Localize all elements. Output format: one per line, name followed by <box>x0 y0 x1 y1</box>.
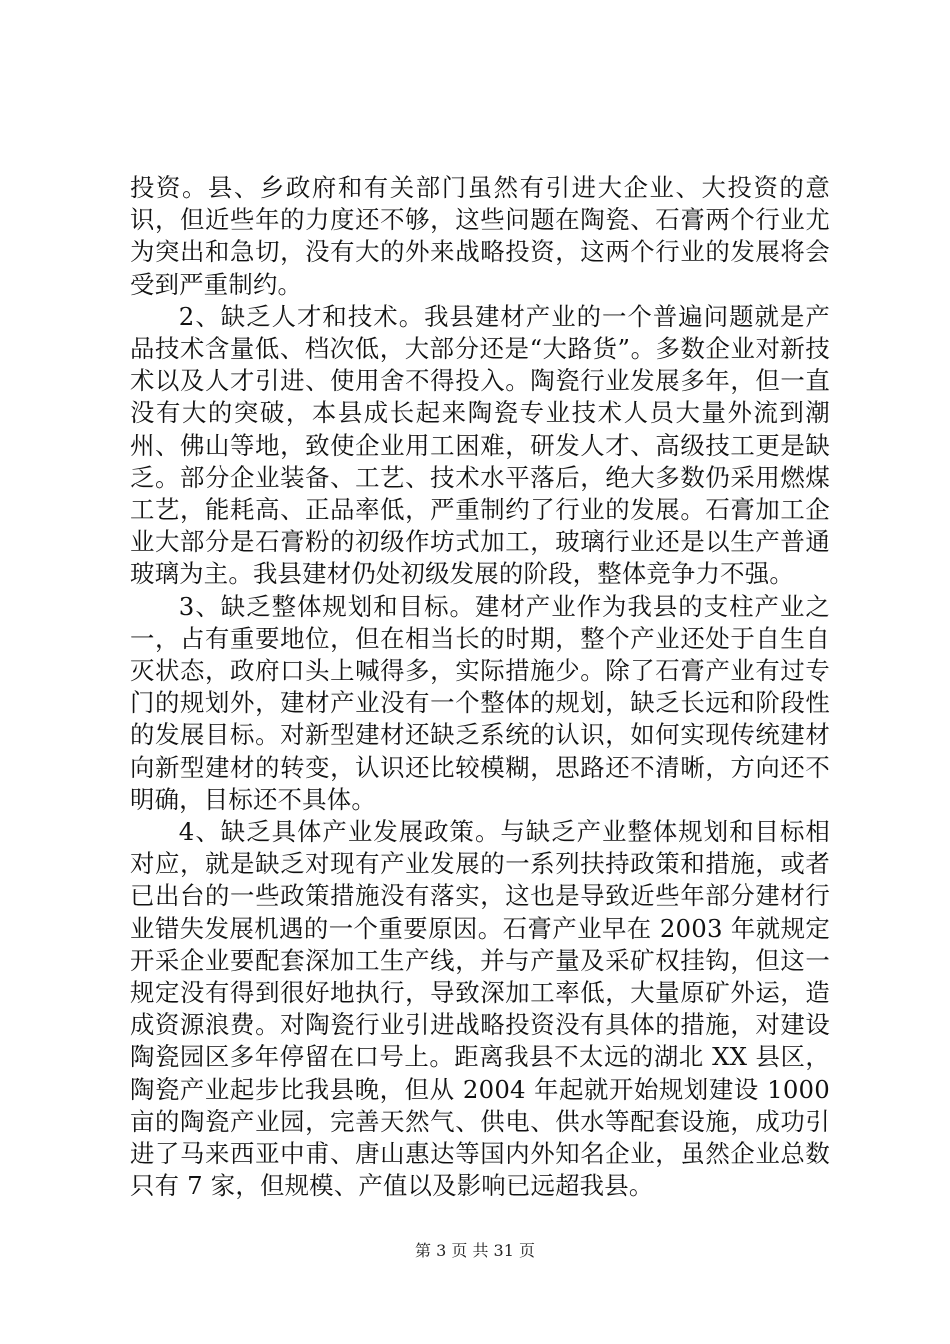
paragraph-3: 3、缺乏整体规划和目标。建材产业作为我县的支柱产业之一，占有重要地位，但在相当长的时期，整个产业还处于自生自灭状态，政府口头上喊得多，实际措施少。除了石膏产业有过专门的规划外，建材产业没有一个整体的规划，缺乏长远和阶段性的发展目标。对新型建材还缺乏系统的认识，如何实现传统建材向新型建材的转变，认识还比较模糊，思路还不清晰，方向还不明确，目标还不具体。 <box>130 591 830 814</box>
paragraph-2: 2、缺乏人才和技术。我县建材产业的一个普遍问题就是产品技术含量低、档次低，大部分还是“大路货”。多数企业对新技术以及人才引进、使用舍不得投入。陶瓷行业发展多年，但一直没有大的突破，本县成长起来陶瓷专业技术人员大量外流到潮州、佛山等地，致使企业用工困难，研发人才、高级技工更是缺乏。部分企业装备、工艺、技术水平落后，绝大多数仍采用燃煤工艺，能耗高、正品率低，严重制约了行业的发展。石膏加工企业大部分是石膏粉的初级作坊式加工，玻璃行业还是以生产普通玻璃为主。我县建材仍处初级发展的阶段，整体竞争力不强。 <box>130 301 830 589</box>
document-body <box>130 172 830 1203</box>
paragraph-4: 4、缺乏具体产业发展政策。与缺乏产业整体规划和目标相对应，就是缺乏对现有产业发展的一系列扶持政策和措施，或者已出台的一些政策措施没有落实，这也是导致近些年部分建材行业错失发展机遇的一个重要原因。石膏产业早在 2003 年就规定开采企业要配套深加工生产线，并与产量及采矿权挂钩，但这一规定没有得到很好地执行，导致深加工率低，大量原矿外运，造成资源浪费。对陶瓷行业引进战略投资没有具体的措施，对建设陶瓷园区多年停留在口号上。距离我县不太远的湖北 XX 县区，陶瓷产业起步比我县晚，但从 2004 年起就开始规划建设 1000 亩的陶瓷产业园，完善天然气、供电、供水等配套设施，成功引进了马来西亚中甫、唐山惠达等国内外知名企业，虽然企业总数只有 7 家，但规模、产值以及影响已远超我县。 <box>130 817 830 1201</box>
page-number-footer: 第 3 页 共 31 页 <box>415 1241 535 1260</box>
paragraph-1: 投资。县、乡政府和有关部门虽然有引进大企业、大投资的意识，但近些年的力度还不够，这些问题在陶瓷、石膏两个行业尤为突出和急切，没有大的外来战略投资，这两个行业的发展将会受到严重制约。 <box>130 173 830 299</box>
